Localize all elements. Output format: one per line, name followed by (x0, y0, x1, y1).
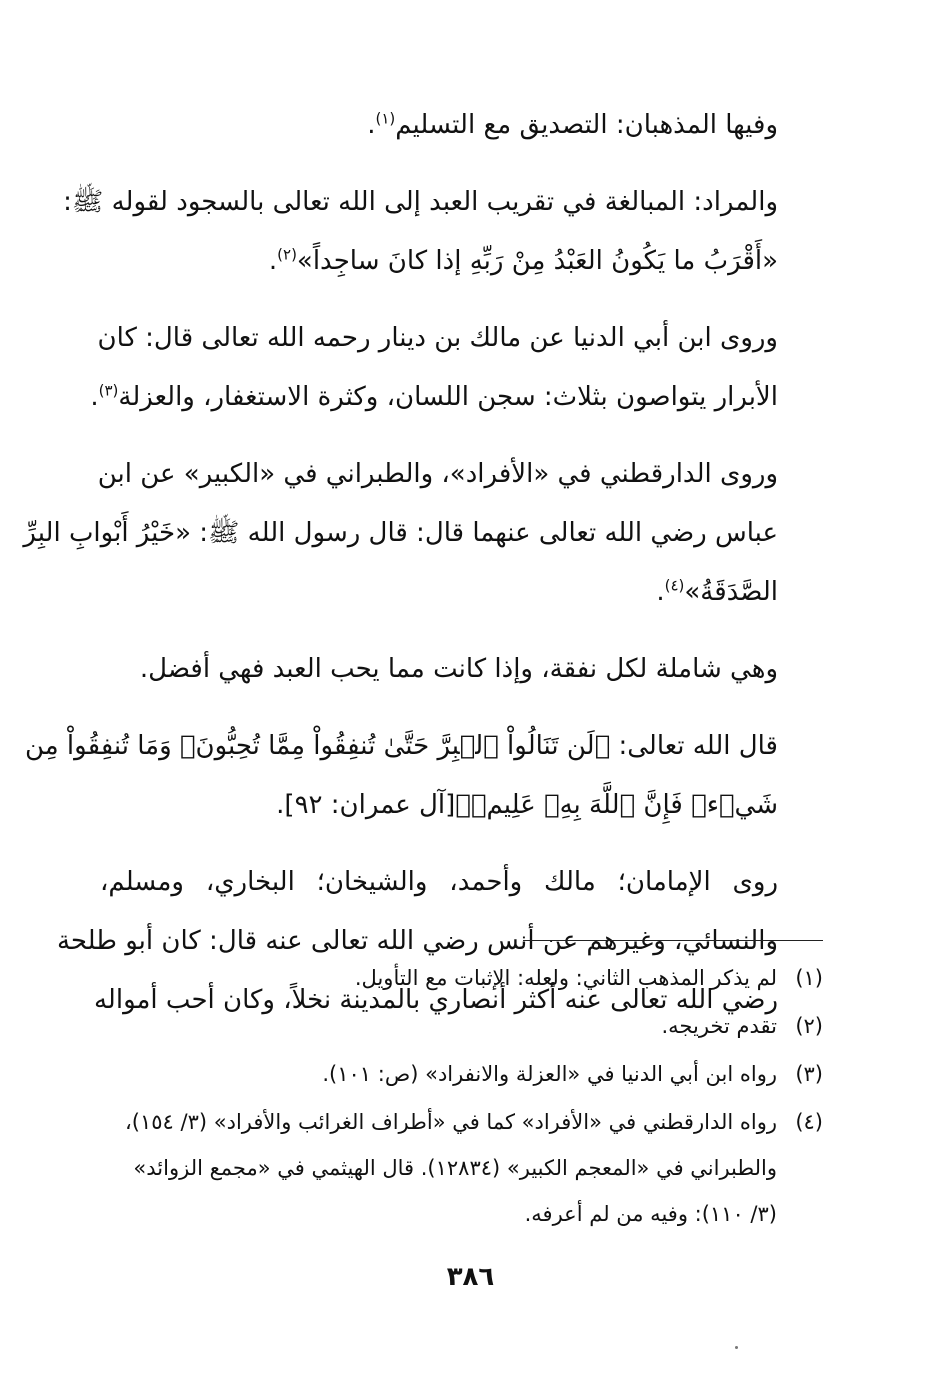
text-line (97, 445, 822, 504)
footnote-text (113, 1051, 777, 1097)
footnote-reference: (٢) (277, 245, 297, 264)
line-text: والنسائي، وغيرهم عن أنس رضي الله تعالى عنه قال: كان أبو طلحة (56, 926, 778, 956)
footnote-text (113, 1099, 777, 1237)
paragraph (23, 445, 822, 622)
line-tail: . (367, 110, 376, 140)
paragraph (90, 309, 822, 427)
footnote-line: والطبراني في «المعجم الكبير» (١٢٨٣٤). قال الهيثمي في «مجمع الزوائد» (133, 1156, 777, 1180)
line-text: وروى الدارقطني في «الأفراد»، والطبراني في «الكبير» عن ابن (97, 459, 778, 489)
footnote-number: (٣) (795, 1062, 823, 1086)
text-line (100, 776, 822, 835)
text-line (90, 368, 822, 427)
text-line (100, 563, 822, 622)
line-text: شَيۡءٖ فَإِنَّ ٱللَّهَ بِهِۦ عَلِيمٞ﴾[آل عمران: ٩٢]. (276, 790, 778, 820)
footnote-separator (523, 940, 823, 941)
line-text: الصَّدَقَةُ» (684, 577, 778, 607)
line-text: «أَقْرَبُ ما يَكُونُ العَبْدُ مِنْ رَبِّهِ إذا كانَ ساجِداً» (296, 246, 778, 276)
footnote-reference: (٣) (98, 381, 119, 400)
scan-speck (735, 1346, 738, 1349)
text-line (100, 96, 822, 155)
footnote (113, 955, 823, 1001)
footnote (113, 1003, 823, 1049)
footnote (113, 1051, 823, 1097)
paragraph (63, 173, 822, 291)
footnote-number: (٢) (795, 1014, 823, 1038)
footnote-line: (٣/ ١١٠): وفيه من لم أعرفه. (524, 1202, 777, 1226)
line-text: عباس رضي الله تعالى عنهما قال: قال رسول الله ﷺ: «خَيْرُ أَبْوابِ البِرِّ (23, 518, 778, 548)
footnote-line: رواه ابن أبي الدنيا في «العزلة والانفراد» (ص: ١٠١). (322, 1062, 777, 1086)
line-tail: . (268, 246, 278, 276)
paragraph (24, 717, 822, 835)
line-text: الأبرار يتواصون بثلاث: سجن اللسان، وكثرة الاستغفار، والعزلة (118, 382, 778, 412)
line-text: وروى ابن أبي الدنيا عن مالك بن دينار رحمه الله تعالى قال: كان (97, 323, 778, 353)
line-text: روى الإمامان؛ مالك وأحمد، والشيخان؛ البخاري، ومسلم، (100, 867, 778, 897)
line-tail: . (656, 577, 665, 607)
line-text: قال الله تعالى: ﴿لَن تَنَالُواْ ٱلۡبِرَّ حَتَّىٰ تُنفِقُواْ مِمَّا تُحِبُّونَۚ وَمَا تُنفِقُواْ مِن (24, 731, 778, 761)
footnote-line: تقدم تخريجه. (661, 1014, 777, 1038)
page-number: ٣٨٦ (446, 1262, 495, 1292)
footnote-reference: (١) (375, 109, 396, 128)
text-line (24, 717, 822, 776)
line-text: وهي شاملة لكل نفقة، وإذا كانت مما يحب العبد فهي أفضل. (139, 654, 778, 684)
line-text: وفيها المذهبان: التصديق مع التسليم (395, 110, 778, 140)
footnote-text (113, 955, 777, 1001)
footnote-number: (٤) (795, 1110, 823, 1134)
paragraph (100, 96, 822, 155)
text-line (97, 309, 822, 368)
line-tail: . (90, 382, 99, 412)
paragraph (100, 640, 822, 699)
footnote-reference: (٤) (664, 576, 685, 595)
main-text (23, 96, 822, 1048)
text-line (100, 232, 822, 291)
footnote-text (113, 1003, 777, 1049)
text-line (63, 173, 822, 232)
footnote (113, 1099, 823, 1237)
footnote-number: (١) (795, 966, 823, 990)
footnote-line: رواه الدارقطني في «الأفراد» كما في «أطراف الغرائب والأفراد» (٣/ ١٥٤)، (125, 1110, 777, 1134)
line-text: رضي الله تعالى عنه أكثر أنصاري بالمدينة نخلاً، وكان أحب أمواله (93, 985, 778, 1015)
footnotes (113, 955, 823, 1239)
text-line (100, 853, 822, 912)
footnote-line: لم يذكر المذهب الثاني: ولعله: الإثبات مع التأويل. (354, 966, 777, 990)
line-text: والمراد: المبالغة في تقريب العبد إلى الله تعالى بالسجود لقوله ﷺ: (63, 187, 778, 217)
text-line (23, 504, 822, 563)
text-line (100, 640, 822, 699)
